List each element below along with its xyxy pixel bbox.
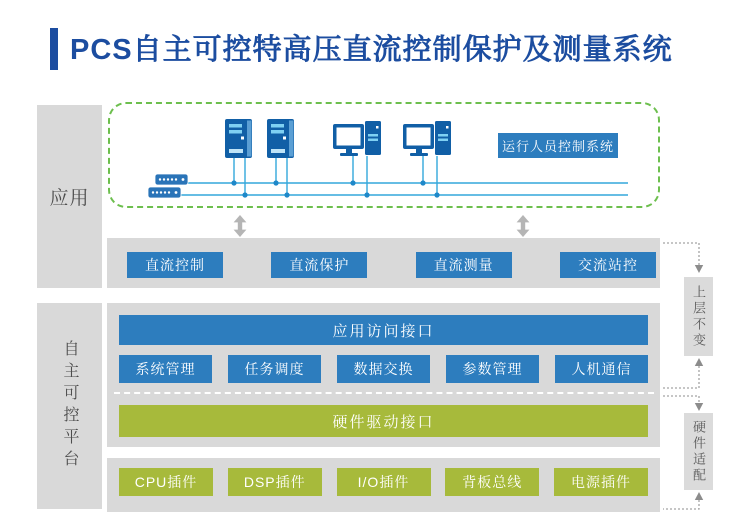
double-arrow-icon bbox=[233, 215, 247, 237]
application-band bbox=[107, 238, 660, 288]
title-accent-bar bbox=[50, 28, 58, 70]
workstation-icon bbox=[333, 121, 381, 156]
hardware-driver-interface-bar: 硬件驱动接口 bbox=[119, 405, 648, 437]
block-system-management: 系统管理 bbox=[119, 355, 212, 383]
operator-control-system-label bbox=[498, 133, 618, 158]
network-switch-icon bbox=[148, 187, 181, 198]
double-arrow-icon bbox=[516, 215, 530, 237]
layer-label-platform bbox=[37, 303, 102, 509]
note-lower-text: 硬件适配 bbox=[691, 419, 706, 484]
network-switch-icon bbox=[155, 174, 188, 185]
operator-control-system-text: 运行人员控制系统 bbox=[501, 139, 614, 154]
arrow-up-icon bbox=[695, 492, 703, 500]
device-drop-lines bbox=[234, 156, 437, 195]
block-data-exchange: 数据交换 bbox=[337, 355, 430, 383]
page-title: PCS自主可控特高压直流控制保护及测量系统 bbox=[70, 34, 673, 66]
note-upper-text: 上层不变 bbox=[691, 284, 706, 349]
workstation-icon bbox=[403, 121, 451, 156]
note-upper-layer-unchanged bbox=[684, 277, 713, 356]
hardware-panel bbox=[107, 458, 660, 512]
layer-label-application bbox=[37, 105, 102, 288]
block-parameter-management: 参数管理 bbox=[446, 355, 539, 383]
arrow-down-icon bbox=[695, 403, 703, 411]
block-dc-protection: 直流保护 bbox=[271, 252, 367, 278]
layer-label-application-text: 应用 bbox=[49, 188, 90, 209]
block-io-card: I/O插件 bbox=[337, 468, 431, 496]
note-hardware-adaptation bbox=[684, 413, 713, 490]
block-ac-station-control: 交流站控 bbox=[560, 252, 656, 278]
server-tower-icon bbox=[267, 119, 294, 158]
platform-services-row bbox=[119, 355, 648, 383]
application-buttons-row bbox=[127, 252, 656, 278]
block-hmi-communication: 人机通信 bbox=[555, 355, 648, 383]
platform-panel bbox=[107, 303, 660, 447]
app-access-interface-bar: 应用访问接口 bbox=[119, 315, 648, 345]
block-power-card: 电源插件 bbox=[554, 468, 648, 496]
dashed-separator bbox=[114, 392, 654, 394]
block-dc-control: 直流控制 bbox=[127, 252, 223, 278]
layer-label-platform-text: 自主可控平台 bbox=[61, 340, 78, 472]
block-backplane-bus: 背板总线 bbox=[445, 468, 539, 496]
block-dsp-card: DSP插件 bbox=[228, 468, 322, 496]
block-cpu-card: CPU插件 bbox=[119, 468, 213, 496]
block-dc-measurement: 直流测量 bbox=[416, 252, 512, 278]
arrow-up-icon bbox=[695, 358, 703, 366]
block-task-scheduling: 任务调度 bbox=[228, 355, 321, 383]
arrow-down-icon bbox=[695, 265, 703, 273]
hardware-plugins-row bbox=[119, 468, 648, 496]
server-tower-icon bbox=[225, 119, 252, 158]
